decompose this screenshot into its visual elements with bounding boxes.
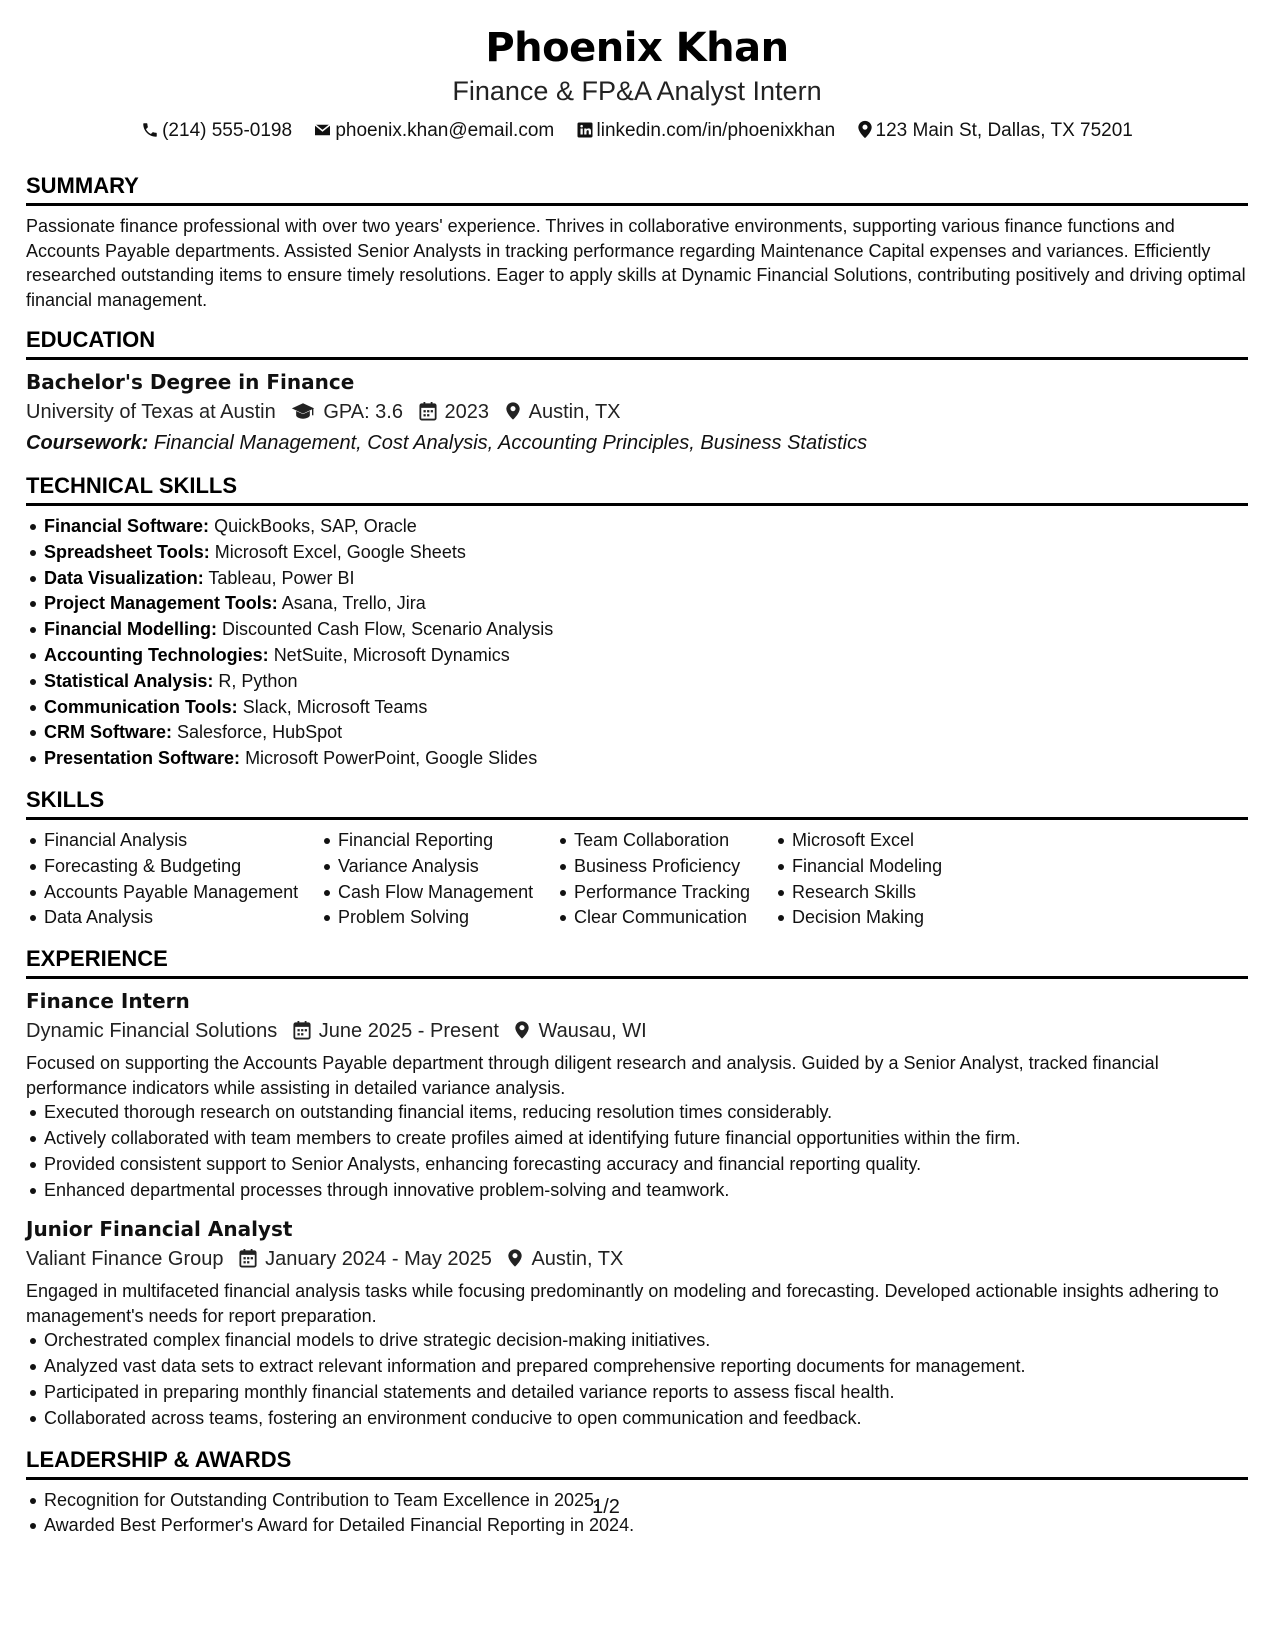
skills-column — [26, 828, 320, 931]
resume-page — [26, 22, 1248, 1539]
skill-category: Accounting Technologies: — [44, 644, 269, 665]
list-item: Data Analysis — [44, 905, 320, 931]
skill-category: Financial Software: — [44, 516, 210, 536]
list-item: Analyzed vast data sets to extract relevant information and prepared comprehensive reporting documents for management. — [44, 1354, 1248, 1380]
coursework-line — [26, 428, 1248, 458]
school-location: Austin, TX — [528, 401, 621, 423]
list-item — [44, 617, 1248, 643]
calendar-icon — [419, 401, 437, 421]
company-name: Valiant Finance Group — [26, 1248, 224, 1271]
list-item: Financial Analysis — [44, 828, 320, 854]
resume-header — [26, 22, 1248, 144]
linkedin-icon — [576, 121, 594, 139]
list-item: Variance Analysis — [338, 854, 556, 880]
list-item: Forecasting & Budgeting — [44, 854, 320, 880]
skills-list — [320, 828, 556, 931]
list-item: Research Skills — [792, 880, 994, 906]
summary-section — [26, 172, 1248, 312]
leadership-heading: LEADERSHIP & AWARDS — [26, 1446, 1248, 1480]
experience-heading: EXPERIENCE — [26, 945, 1248, 979]
list-item — [44, 695, 1248, 721]
job-bullets — [26, 1328, 1248, 1431]
skill-values: Discounted Cash Flow, Scenario Analysis — [222, 619, 554, 640]
list-item: Clear Communication — [574, 905, 774, 931]
location-pin-icon — [514, 1020, 530, 1040]
job-bullets — [26, 1100, 1248, 1203]
list-item: Problem Solving — [338, 905, 556, 931]
education-heading: EDUCATION — [26, 326, 1248, 360]
experience-section — [26, 945, 1248, 1431]
technical-skills-list — [26, 514, 1248, 772]
skill-values: Asana, Trello, Jira — [281, 593, 426, 614]
location-pin-icon — [505, 401, 521, 421]
job-entry — [26, 1215, 1248, 1431]
technical-skills-heading: TECHNICAL SKILLS — [26, 472, 1248, 506]
list-item: Performance Tracking — [574, 880, 774, 906]
list-item: Executed thorough research on outstanding financial items, reducing resolution times considerably. — [44, 1100, 1248, 1126]
job-meta — [26, 1015, 1248, 1047]
location-pin-icon — [507, 1248, 523, 1268]
technical-skills-section — [26, 472, 1248, 772]
summary-heading: SUMMARY — [26, 172, 1248, 206]
phone-text: (214) 555-0198 — [162, 120, 293, 141]
list-item: Business Proficiency — [574, 854, 774, 880]
list-item: Provided consistent support to Senior Analysts, enhancing forecasting accuracy and financial reporting quality. — [44, 1152, 1248, 1178]
skill-category: CRM Software: — [44, 722, 173, 743]
skill-values: Tableau, Power BI — [208, 567, 355, 588]
job-meta — [26, 1243, 1248, 1275]
contact-phone[interactable] — [141, 118, 292, 144]
list-item: Collaborated across teams, fostering an environment conducive to open communication and feedback. — [44, 1406, 1248, 1432]
skill-values: Microsoft PowerPoint, Google Slides — [245, 748, 538, 769]
job-summary: Engaged in multifaceted financial analysis tasks while focusing predominantly on modeling and forecasting. Developed actionable insights adhering to management's needs for report preparation. — [26, 1281, 1219, 1326]
job-entry — [26, 987, 1248, 1203]
list-item — [44, 540, 1248, 566]
education-section — [26, 326, 1248, 458]
skills-column — [774, 828, 994, 931]
degree-title: Bachelor's Degree in Finance — [26, 370, 355, 394]
list-item — [44, 514, 1248, 540]
page-number: 1/2 — [592, 1496, 620, 1518]
list-item: Recognition for Outstanding Contribution to Team Excellence in 2025. — [44, 1488, 1248, 1514]
skills-list — [26, 828, 320, 931]
education-meta — [26, 396, 1248, 428]
list-item — [44, 720, 1248, 746]
list-item — [44, 591, 1248, 617]
contact-line — [26, 118, 1248, 144]
job-location: Wausau, WI — [538, 1020, 647, 1043]
list-item — [44, 566, 1248, 592]
contact-linkedin[interactable] — [576, 118, 836, 144]
linkedin-text: linkedin.com/in/phoenixkhan — [596, 120, 836, 141]
company-name: Dynamic Financial Solutions — [26, 1020, 278, 1043]
email-text: phoenix.khan@email.com — [335, 120, 555, 141]
contact-address — [857, 118, 1133, 144]
list-item: Financial Modeling — [792, 854, 994, 880]
skills-column — [556, 828, 774, 931]
gpa-text: GPA: 3.6 — [323, 401, 403, 423]
skills-list — [774, 828, 994, 931]
calendar-icon — [239, 1248, 257, 1268]
list-item: Awarded Best Performer's Award for Detailed Financial Reporting in 2024. — [44, 1513, 1248, 1539]
list-item: Microsoft Excel — [792, 828, 994, 854]
skill-category: Data Visualization: — [44, 567, 204, 588]
list-item — [44, 746, 1248, 772]
job-dates: June 2025 - Present — [318, 1020, 499, 1043]
list-item: Decision Making — [792, 905, 994, 931]
skill-values: QuickBooks, SAP, Oracle — [214, 516, 417, 536]
skill-category: Financial Modelling: — [44, 619, 218, 640]
candidate-name: Phoenix Khan — [485, 25, 789, 71]
candidate-title: Finance & FP&A Analyst Intern — [452, 76, 822, 106]
skill-values: NetSuite, Microsoft Dynamics — [273, 644, 510, 665]
skills-column — [320, 828, 556, 931]
list-item: Enhanced departmental processes through innovative problem-solving and teamwork. — [44, 1178, 1248, 1204]
job-title: Junior Financial Analyst — [26, 1217, 293, 1242]
calendar-icon — [293, 1020, 311, 1040]
skill-category: Project Management Tools: — [44, 593, 278, 614]
list-item: Accounts Payable Management — [44, 880, 320, 906]
list-item: Actively collaborated with team members to create profiles aimed at identifying future financial opportunities within the firm. — [44, 1126, 1248, 1152]
job-summary: Focused on supporting the Accounts Payable department through diligent research and analysis. Guided by a Senior Analyst, tracked financial performance indicators while assisting in detailed variance analysis. — [26, 1053, 1159, 1098]
leadership-section — [26, 1446, 1248, 1540]
coursework-text: Financial Management, Cost Analysis, Accounting Principles, Business Statistics — [153, 432, 868, 454]
list-item: Cash Flow Management — [338, 880, 556, 906]
list-item: Orchestrated complex financial models to drive strategic decision-making initiatives. — [44, 1328, 1248, 1354]
list-item: Financial Reporting — [338, 828, 556, 854]
skills-grid — [26, 828, 1248, 931]
contact-email[interactable] — [313, 118, 554, 144]
graduation-year: 2023 — [444, 401, 490, 423]
skill-category: Spreadsheet Tools: — [44, 541, 210, 562]
coursework-label: Coursework: — [26, 432, 149, 454]
job-dates: January 2024 - May 2025 — [265, 1248, 492, 1271]
skill-values: R, Python — [218, 670, 298, 691]
graduation-cap-icon — [291, 401, 315, 421]
address-text: 123 Main St, Dallas, TX 75201 — [875, 120, 1133, 141]
list-item — [44, 669, 1248, 695]
skill-category: Presentation Software: — [44, 748, 241, 769]
school-name: University of Texas at Austin — [26, 401, 276, 423]
summary-text: Passionate finance professional with over two years' experience. Thrives in collaborative environments, supporting various finance functions and Accounts Payable departments. Assisted Senior Analysts in tracking performance regarding Maintenance Capital expenses and variances. Efficiently researched outstanding items to ensure timely resolutions. Eager to apply skills at Dynamic Financial Solutions, contributing positively and driving optimal financial management. — [26, 216, 1246, 310]
list-item: Participated in preparing monthly financial statements and detailed variance reports to assess fiscal health. — [44, 1380, 1248, 1406]
envelope-icon — [313, 121, 332, 139]
skill-category: Communication Tools: — [44, 696, 238, 717]
skills-section — [26, 786, 1248, 931]
phone-icon — [141, 121, 159, 139]
list-item — [44, 643, 1248, 669]
skill-values: Microsoft Excel, Google Sheets — [214, 541, 466, 562]
location-pin-icon — [857, 120, 873, 139]
skill-values: Slack, Microsoft Teams — [242, 696, 428, 717]
job-location: Austin, TX — [531, 1248, 624, 1271]
skills-heading: SKILLS — [26, 786, 1248, 820]
skill-values: Salesforce, HubSpot — [177, 722, 343, 743]
skill-category: Statistical Analysis: — [44, 670, 214, 691]
skills-list — [556, 828, 774, 931]
job-title: Finance Intern — [26, 989, 190, 1014]
list-item: Team Collaboration — [574, 828, 774, 854]
